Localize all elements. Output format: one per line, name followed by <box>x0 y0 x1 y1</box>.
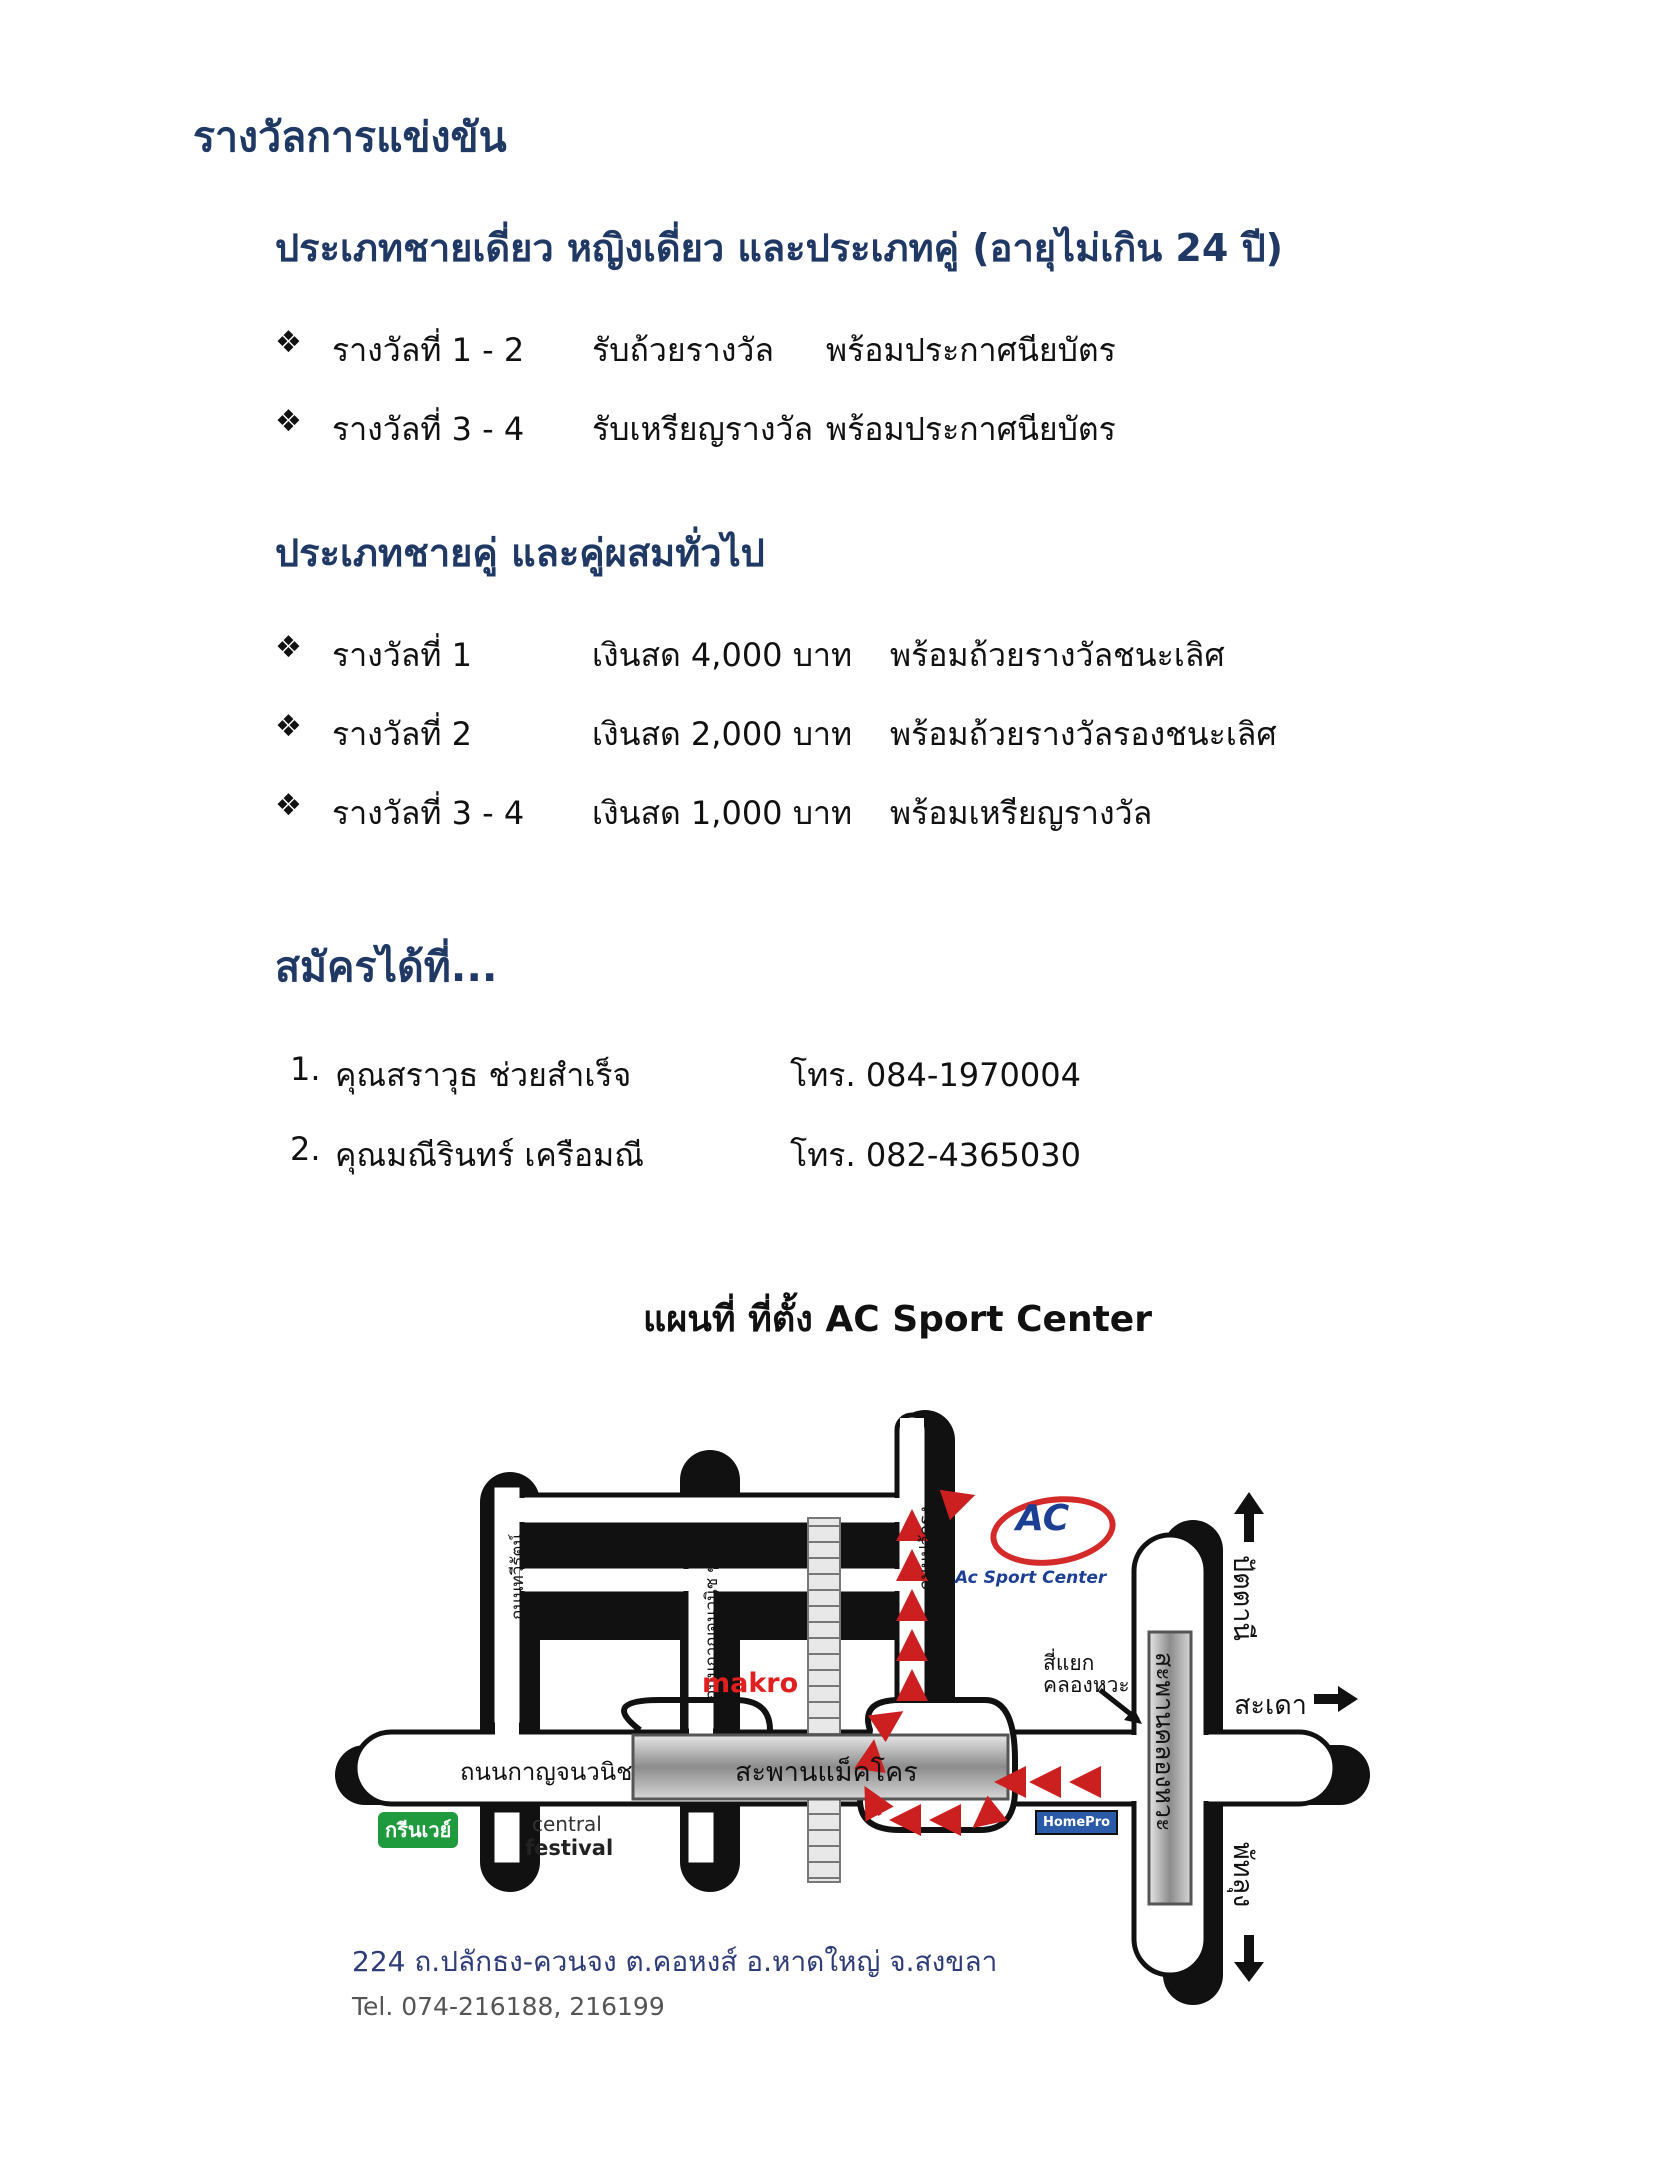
address-line: 224 ถ.ปลักธง-ควนจง ต.คอหงส์ อ.หาดใหญ่ จ.สงขลา <box>352 1945 998 1978</box>
map-title: แผนที่ ที่ตั้ง AC Sport Center <box>643 1299 1152 1340</box>
prize-rank: รางวัลที่ 3 - 4 <box>332 410 525 448</box>
prize-cash: เงินสด 4,000 บาท <box>592 636 853 674</box>
junction-label-line1: สี่แยก <box>1043 1651 1095 1675</box>
bullet-icon: ❖ <box>275 788 302 823</box>
section1-heading: ประเภทชายเดี่ยว หญิงเดี่ยว และประเภทคู่ (อายุไม่เกิน 24 ปี) <box>275 226 1284 270</box>
contact-number: 2. <box>290 1130 321 1168</box>
direction-label-sadao: สะเดา <box>1234 1690 1307 1721</box>
central-festival-logo <box>525 1812 613 1861</box>
junction-label <box>1043 1652 1130 1696</box>
homepro-logo: HomePro <box>1035 1810 1118 1835</box>
bullet-icon: ❖ <box>275 325 302 360</box>
bridge-label-makro: สะพานแม็คโคร <box>735 1757 918 1788</box>
contact-name: คุณสราวุธ ช่วยสำเร็จ <box>335 1056 632 1094</box>
contact-phone: โทร. 082-4365030 <box>790 1136 1081 1174</box>
register-heading: สมัครได้ที่... <box>275 943 498 991</box>
prize-extra: พร้อมถ้วยรางวัลชนะเลิศ <box>890 636 1225 674</box>
bullet-icon: ❖ <box>275 709 302 744</box>
railway <box>808 1518 840 1882</box>
contact-number: 1. <box>290 1050 321 1088</box>
direction-label-pattani: ปัตตานี <box>1227 1555 1258 1641</box>
prize-cash: เงินสด 2,000 บาท <box>592 715 853 753</box>
greenway-logo: กรีนเวย์ <box>378 1812 458 1848</box>
bullet-icon: ❖ <box>275 404 302 439</box>
makro-logo: makro <box>702 1668 799 1699</box>
prize-cash: เงินสด 1,000 บาท <box>592 794 853 832</box>
ac-logo <box>990 1492 1110 1562</box>
ac-sport-center-name: Ac Sport Center <box>955 1568 1107 1588</box>
contact-phone: โทร. 084-1970004 <box>790 1056 1081 1094</box>
central-logo-line1: central <box>532 1812 602 1836</box>
telephone-line: Tel. 074-216188, 216199 <box>352 1992 665 2021</box>
page-title: รางวัลการแข่งขัน <box>193 113 507 161</box>
prize-rank: รางวัลที่ 1 - 2 <box>332 331 525 369</box>
direction-label-phatthalung: พัทลุง <box>1227 1842 1258 1908</box>
road-label-kanjanawanit: ถนนกาญจนวนิช <box>460 1758 633 1786</box>
prize-award: รับเหรียญรางวัล <box>592 410 814 448</box>
prize-rank: รางวัลที่ 2 <box>332 715 472 753</box>
section2-heading: ประเภทชายคู่ และคู่ผสมทั่วไป <box>275 531 765 575</box>
bridge-label-khlonghwa: สะพานคลองหวะ <box>1150 1652 1179 1832</box>
bullet-icon: ❖ <box>275 630 302 665</box>
road-label-plaktong: ถนนปลักธง <box>916 1506 936 1590</box>
junction-label-line2: คลองหวะ <box>1043 1673 1130 1698</box>
prize-award: รับถ้วยรางวัล <box>592 331 774 369</box>
prize-rank: รางวัลที่ 3 - 4 <box>332 794 525 832</box>
road-label-soi27: ถนนกาญจนวนิช ซ.27 <box>702 1533 722 1700</box>
prize-extra: พร้อมประกาศนียบัตร <box>826 410 1116 448</box>
ac-logo-text: AC <box>1016 1498 1070 1539</box>
prize-extra: พร้อมประกาศนียบัตร <box>826 331 1116 369</box>
prize-rank: รางวัลที่ 1 <box>332 636 472 674</box>
contact-name: คุณมณีรินทร์ เครือมณี <box>335 1136 644 1174</box>
road-label-thaweerat: ถนนทวีรัตน์ <box>508 1533 528 1620</box>
prize-extra: พร้อมเหรียญรางวัล <box>890 794 1153 832</box>
prize-extra: พร้อมถ้วยรางวัลรองชนะเลิศ <box>890 715 1277 753</box>
central-logo-line2: festival <box>525 1836 614 1860</box>
